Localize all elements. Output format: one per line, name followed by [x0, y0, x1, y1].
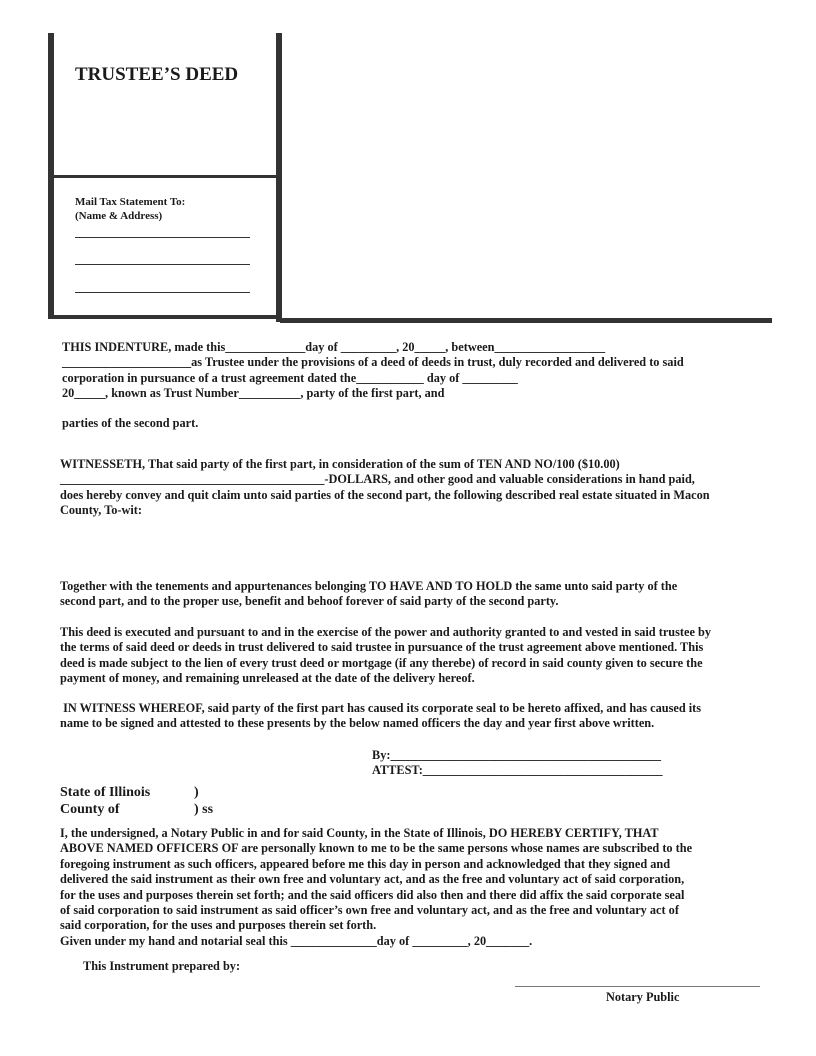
mail-address-line-2[interactable] — [75, 264, 250, 265]
executed-paragraph — [60, 625, 770, 687]
witnesseth-paragraph — [60, 457, 770, 519]
mail-tax-sublabel: (Name & Address) — [75, 210, 163, 222]
state-paren: ) — [194, 785, 199, 800]
witness-whereof-line: IN WITNESS WHEREOF, said party of the first part has caused its corporate seal to be hereto affixed, and has caused its — [60, 701, 702, 715]
second-party-line — [62, 416, 772, 431]
witnesseth-line: WITNESSETH, That said party of the first part, in consideration of the sum of TEN AND NO/100 ($10.00) — [60, 457, 620, 471]
executed-line: the terms of said deed or deeds in trust delivered to said trustee in pursuance of the trust agreement above mentioned. This — [60, 640, 704, 655]
notary-line: Given under my hand and notarial seal this ______________day of _________, 20_______. — [60, 933, 533, 948]
notary-paragraph — [60, 826, 770, 949]
notary-line: delivered the said instrument as their own free and voluntary act, and as the free and voluntary act of said corporation, — [60, 872, 685, 887]
together-line: second part, and to the proper use, benefit and behoof forever of said party of the second party. — [60, 594, 559, 609]
indenture-line: _____________________as Trustee under the provisions of a deed of deeds in trust, duly recorded and delivered to said — [62, 355, 684, 370]
together-line: Together with the tenements and appurtenances belonging TO HAVE AND TO HOLD the same unto said party of the — [60, 579, 678, 593]
notary-line: of said corporation to said instrument as said officer’s own free and voluntary act, and as the free and voluntary act of — [60, 903, 679, 918]
notary-line: foregoing instrument as such officers, appeared before me this day in person and acknowledged that they signed and — [60, 856, 671, 871]
witnesseth-line: does hereby convey and quit claim unto said parties of the second part, the following described real estate situated in Macon — [60, 487, 710, 502]
header-rule — [280, 318, 772, 323]
witness-whereof-line: name to be signed and attested to these presents by the below named officers the day and year first above written. — [60, 716, 655, 731]
attest-signature-line[interactable]: ATTEST:_______________________________________ — [372, 763, 663, 778]
witnesseth-line: County, To-wit: — [60, 503, 143, 518]
box-divider-vertical — [276, 33, 282, 322]
county-ss: ) ss — [194, 802, 214, 817]
indenture-line: 20_____, known as Trust Number__________, party of the first part, and — [62, 386, 445, 401]
indenture-line: corporation in pursuance of a trust agreement dated the___________ day of _________ — [62, 370, 518, 385]
indenture-paragraph — [62, 340, 772, 402]
prepared-by-label: This Instrument prepared by: — [83, 959, 241, 973]
state-label: State of Illinois — [60, 785, 151, 800]
notary-line: for the uses and purposes therein set forth; and the said officers did also then and there did affix the said corporate seal — [60, 887, 685, 902]
notary-signature-line[interactable] — [515, 986, 760, 987]
mail-tax-label — [75, 195, 185, 223]
witnesseth-line: ___________________________________________-DOLLARS, and other good and valuable considerations in hand paid, — [60, 472, 695, 487]
box-divider-horizontal — [54, 175, 276, 178]
document-title: TRUSTEE’S DEED — [75, 64, 239, 85]
signature-block — [372, 748, 702, 779]
mail-address-line-3[interactable] — [75, 292, 250, 293]
notary-line: said corporation, for the uses and purposes therein set forth. — [60, 918, 377, 933]
executed-line: This deed is executed and pursuant to and in the exercise of the power and authority granted to and vested in said trustee by — [60, 625, 711, 639]
notary-line: ABOVE NAMED OFFICERS OF are personally known to me to be the same persons whose names are subscribed to the — [60, 841, 693, 856]
indenture-line: THIS INDENTURE, made this_____________day of _________, 20_____, between__________________ — [62, 340, 606, 354]
county-label: County of — [60, 802, 120, 817]
second-party-text: parties of the second part. — [62, 416, 199, 430]
executed-line: deed is made subject to the lien of every trust deed or mortgage (if any therebe) of record in said county given to secure the — [60, 655, 703, 670]
box-bottom-border — [48, 315, 282, 319]
by-signature-line[interactable]: By:____________________________________________ — [372, 748, 661, 762]
mail-tax-label-text: Mail Tax Statement To: — [75, 196, 186, 208]
together-paragraph — [60, 579, 770, 610]
executed-line: payment of money, and remaining unreleased at the date of the delivery hereof. — [60, 671, 475, 686]
witness-whereof-paragraph — [60, 701, 770, 732]
notary-line: I, the undersigned, a Notary Public in and for said County, in the State of Illinois, DO HEREBY CERTIFY, THAT — [60, 826, 659, 840]
notary-public-label: Notary Public — [606, 990, 680, 1004]
mail-address-line-1[interactable] — [75, 237, 250, 238]
